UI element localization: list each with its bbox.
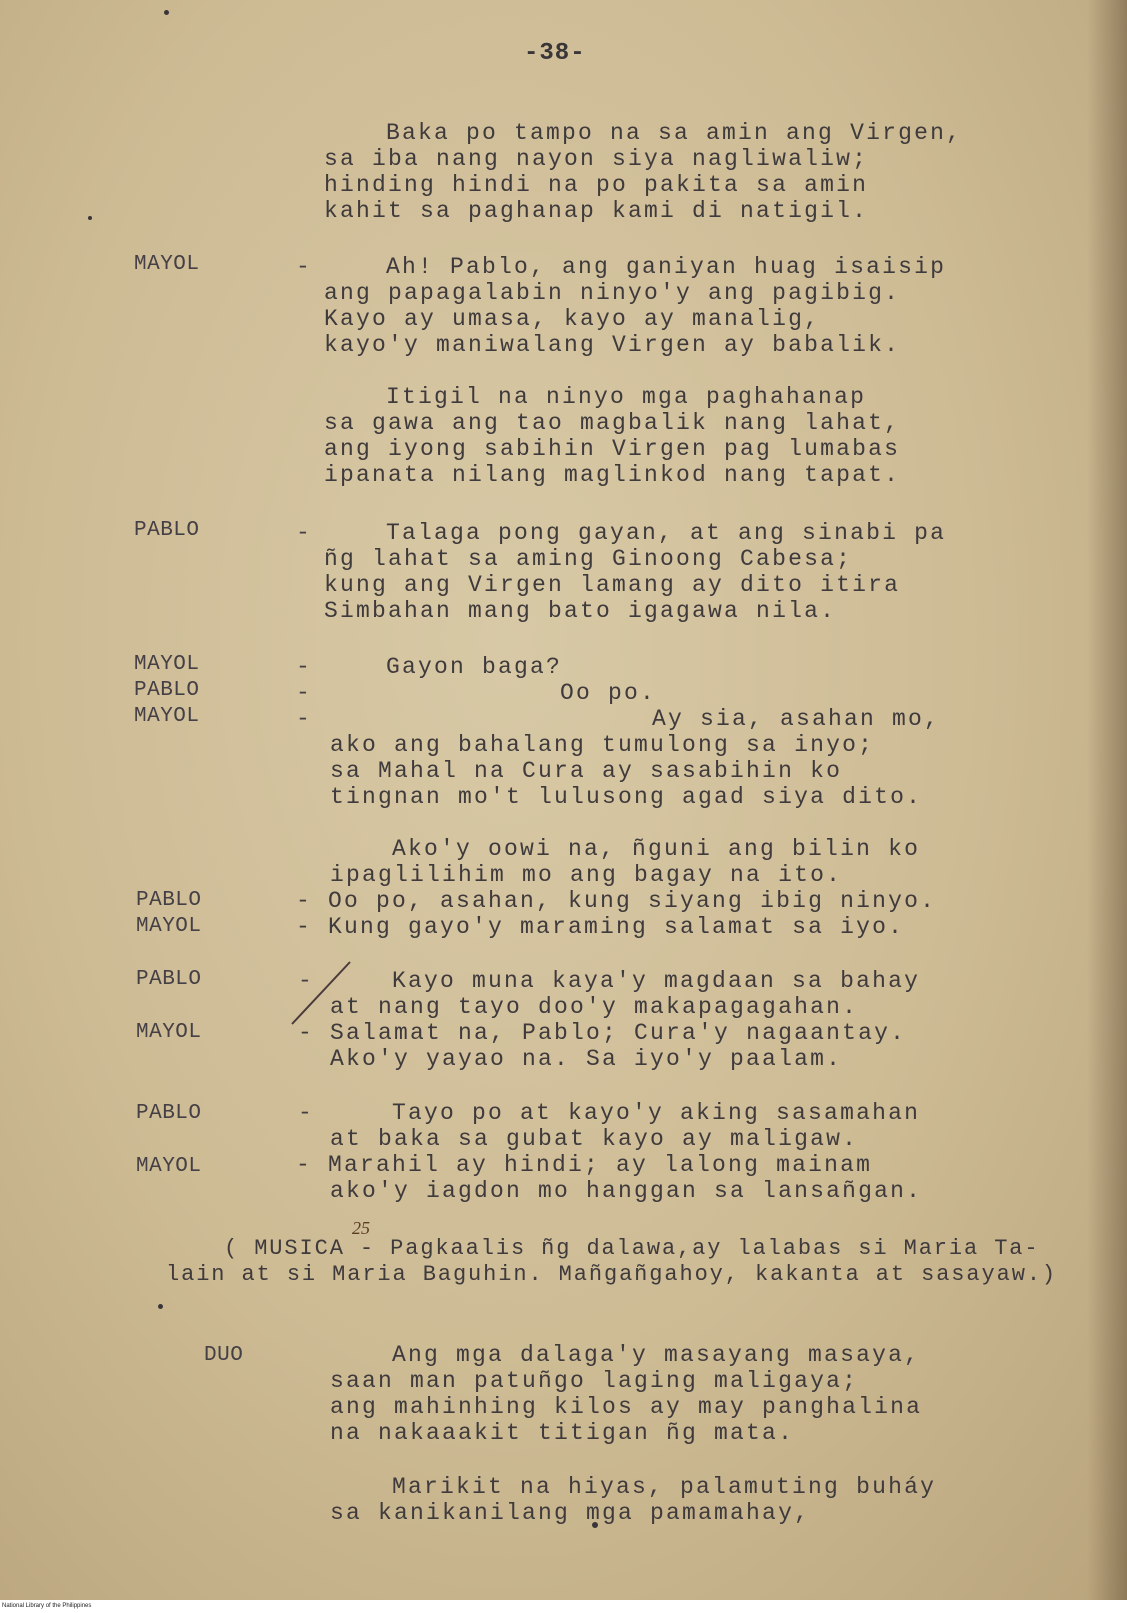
verse-line: tingnan mo't lulusong agad siya dito. bbox=[330, 784, 923, 810]
verse-line: - Marahil ay hindi; ay lalong mainam bbox=[296, 1152, 873, 1178]
verse-line: sa gawa ang tao magbalik nang lahat, bbox=[324, 410, 901, 436]
speck bbox=[88, 216, 92, 220]
page-number: -38- bbox=[524, 40, 586, 67]
verse-line: - Salamat na, Pablo; Cura'y nagaantay. bbox=[298, 1020, 907, 1046]
verse-line: ipaglilihim mo ang bagay na ito. bbox=[330, 862, 843, 888]
verse-line: Ang mga dalaga'y masayang masaya, bbox=[392, 1342, 921, 1368]
verse-line: Kayo ay umasa, kayo ay manalig, bbox=[324, 306, 821, 332]
verse-line: kayo'y maniwalang Virgen ay babalik. bbox=[324, 332, 901, 358]
speaker-label: MAYOL bbox=[134, 253, 200, 276]
verse-line: Simbahan mang bato igagawa nila. bbox=[324, 598, 837, 624]
speck bbox=[158, 1304, 163, 1309]
handwritten-note: 25 bbox=[352, 1218, 370, 1238]
verse-line: Marikit na hiyas, palamuting buháy bbox=[392, 1474, 937, 1500]
verse-line: saan man patuñgo laging maligaya; bbox=[330, 1368, 859, 1394]
verse-line: Tayo po at kayo'y aking sasamahan bbox=[392, 1100, 921, 1126]
speaker-dash: - bbox=[296, 654, 310, 680]
verse-line: Gayon baga? bbox=[386, 654, 563, 680]
page-edge-shadow bbox=[1087, 0, 1127, 1600]
pen-stroke bbox=[286, 958, 356, 1028]
verse-line: sa Mahal na Cura ay sasabihin ko bbox=[330, 758, 843, 784]
speaker-dash: - bbox=[296, 706, 310, 732]
stage-direction: ( MUSICA - Pagkaalis ñg dalawa,ay lalabas si Maria Ta- bbox=[224, 1236, 1040, 1261]
verse-line: at baka sa gubat kayo ay maligaw. bbox=[330, 1126, 859, 1152]
verse-line: - Oo po, asahan, kung siyang ibig ninyo. bbox=[296, 888, 937, 914]
speck bbox=[164, 10, 169, 15]
speaker-label: MAYOL bbox=[136, 915, 202, 938]
speaker-label: PABLO bbox=[134, 519, 200, 542]
speaker-dash: - bbox=[298, 1100, 312, 1126]
verse-line: Ay sia, asahan mo, bbox=[652, 706, 941, 732]
verse-line: Oo po. bbox=[560, 680, 657, 706]
speaker-label: PABLO bbox=[136, 1102, 202, 1125]
verse-line: ñg lahat sa aming Ginoong Cabesa; bbox=[324, 546, 853, 572]
speaker-label: PABLO bbox=[134, 679, 200, 702]
verse-line: ako ang bahalang tumulong sa inyo; bbox=[330, 732, 875, 758]
speaker-label: MAYOL bbox=[134, 653, 200, 676]
verse-line: na nakaaakit titigan ñg mata. bbox=[330, 1420, 795, 1446]
verse-line: Ah! Pablo, ang ganiyan huag isaisip bbox=[386, 254, 947, 280]
verse-line: kung ang Virgen lamang ay dito itira bbox=[324, 572, 901, 598]
verse-line: sa iba nang nayon siya nagliwaliw; bbox=[324, 146, 869, 172]
speaker-label: PABLO bbox=[136, 889, 202, 912]
speaker-dash: - bbox=[296, 254, 310, 280]
verse-line: - Kung gayo'y maraming salamat sa iyo. bbox=[296, 914, 905, 940]
verse-line: ang papagalabin ninyo'y ang pagibig. bbox=[324, 280, 901, 306]
verse-line: ipanata nilang maglinkod nang tapat. bbox=[324, 462, 901, 488]
stage-direction: lain at si Maria Baguhin. Mañgañgahoy, kakanta at sasayaw.) bbox=[166, 1262, 1058, 1287]
speaker-label: MAYOL bbox=[134, 705, 200, 728]
verse-line: Baka po tampo na sa amin ang Virgen, bbox=[386, 120, 963, 146]
speaker-dash: - bbox=[296, 520, 310, 546]
speaker-dash: - bbox=[296, 680, 310, 706]
verse-line: Itigil na ninyo mga paghahanap bbox=[386, 384, 867, 410]
speaker-label: MAYOL bbox=[136, 1155, 202, 1178]
verse-line: ako'y iagdon mo hanggan sa lansañgan. bbox=[330, 1178, 923, 1204]
speaker-label: MAYOL bbox=[136, 1021, 202, 1044]
verse-line: kahit sa paghanap kami di natigil. bbox=[324, 198, 869, 224]
verse-line: Talaga pong gayan, at ang sinabi pa bbox=[386, 520, 947, 546]
verse-line: sa kanikanilang mga pamamahay, bbox=[330, 1500, 811, 1526]
footer-credit: National Library of the Philippines bbox=[0, 1600, 1127, 1613]
verse-line: hinding hindi na po pakita sa amin bbox=[324, 172, 869, 198]
speaker-label: PABLO bbox=[136, 968, 202, 991]
speaker-dash: - bbox=[298, 968, 312, 994]
verse-line: ang iyong sabihin Virgen pag lumabas bbox=[324, 436, 901, 462]
verse-line: Ako'y yayao na. Sa iyo'y paalam. bbox=[330, 1046, 843, 1072]
speaker-label: DUO bbox=[204, 1344, 244, 1367]
verse-line: ang mahinhing kilos ay may panghalina bbox=[330, 1394, 923, 1420]
verse-line: Ako'y oowi na, ñguni ang bilin ko bbox=[392, 836, 921, 862]
verse-line: Kayo muna kaya'y magdaan sa bahay bbox=[392, 968, 921, 994]
verse-line: at nang tayo doo'y makapagagahan. bbox=[330, 994, 859, 1020]
